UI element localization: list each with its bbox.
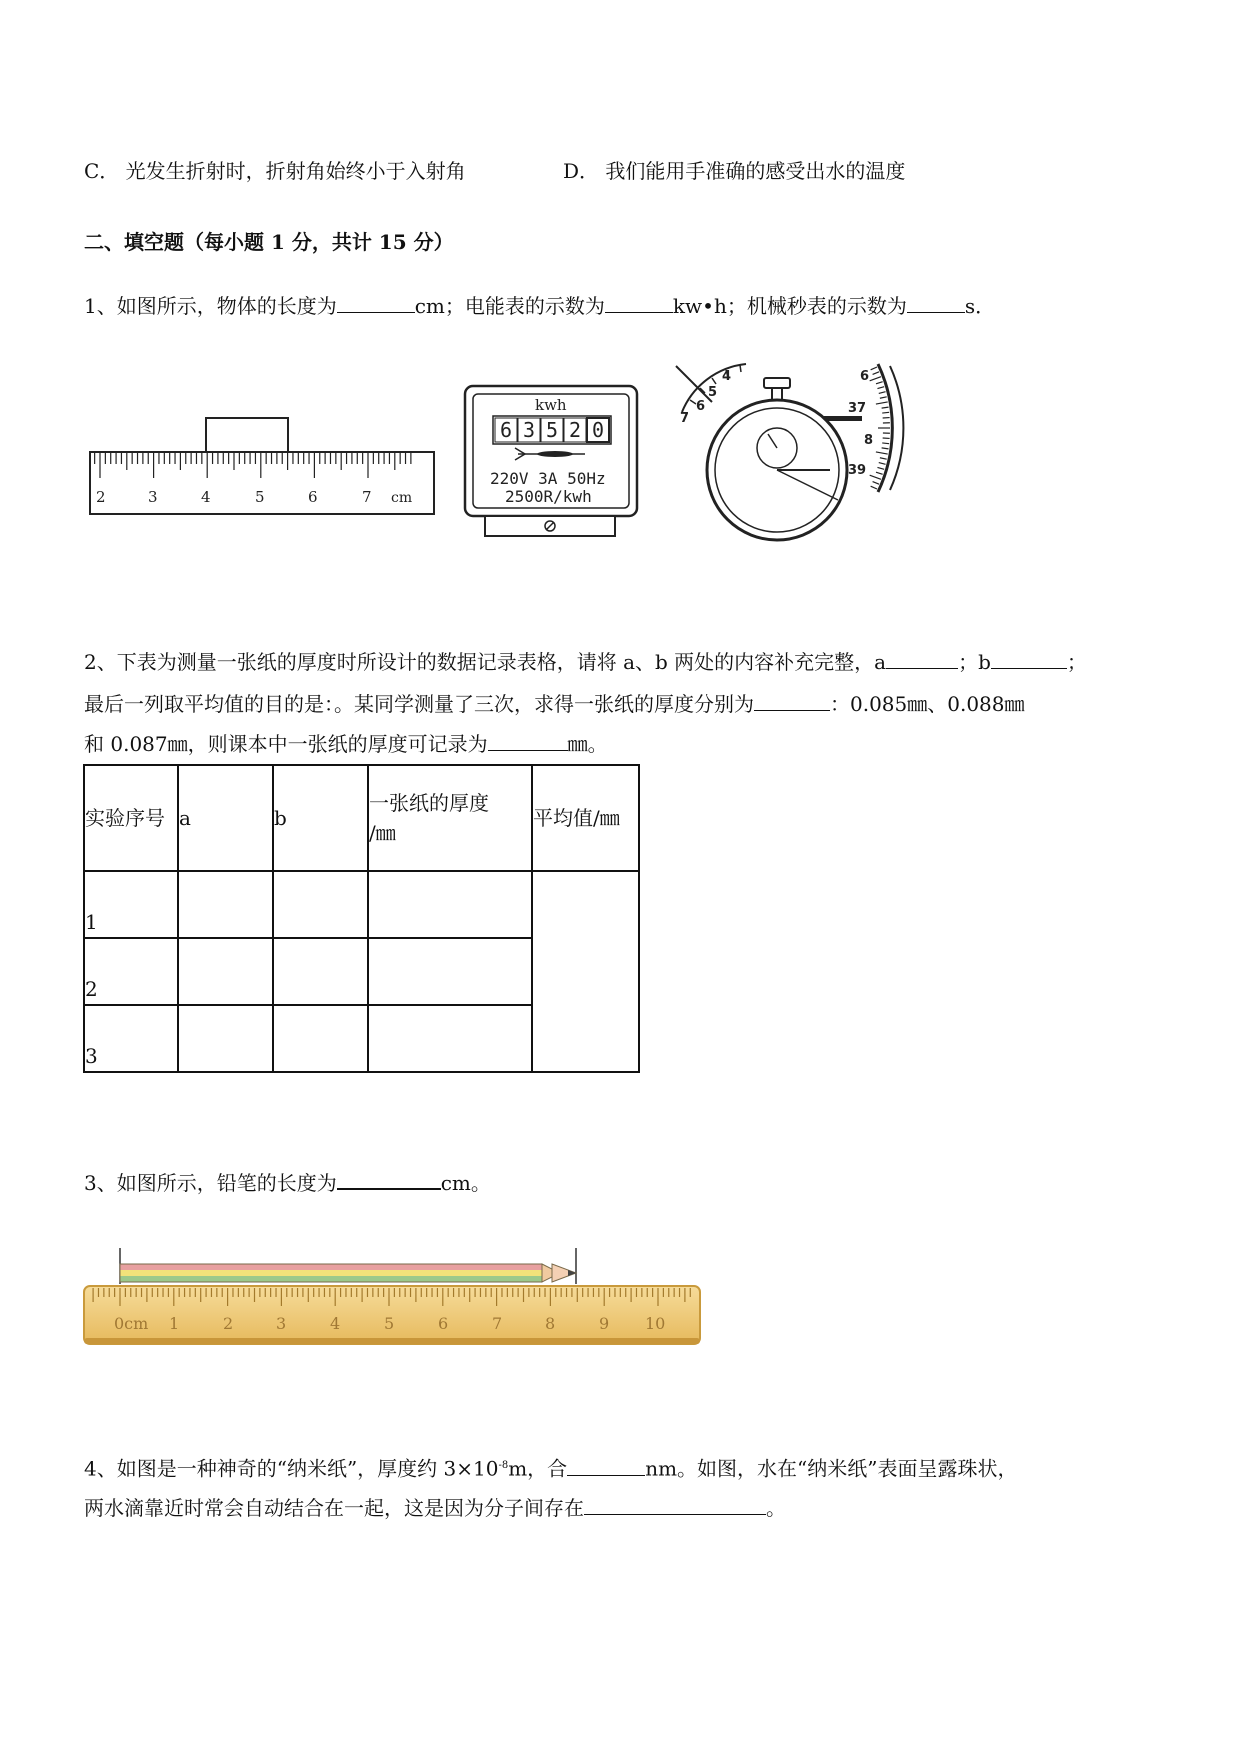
q4-text: nm。如图，水在“纳米纸”表面呈露珠状， xyxy=(645,1456,1018,1481)
stopwatch-tick xyxy=(873,482,879,485)
table-cell[interactable] xyxy=(178,871,273,938)
table-header-cell: 平均值/㎜ xyxy=(532,765,639,871)
table-header-cell: a xyxy=(178,765,273,871)
stopwatch-tick xyxy=(870,377,881,381)
ruler-tick-label: 2 xyxy=(96,488,106,506)
q4-exponent: -8 xyxy=(498,1460,509,1471)
stopwatch-inner-label: 7 xyxy=(680,411,690,426)
meter-digit: 0 xyxy=(592,418,605,442)
question-4-line-2 xyxy=(84,1494,786,1522)
ruler-tick-label: 10 xyxy=(645,1314,666,1333)
stopwatch-tick xyxy=(877,467,884,469)
q2-text: 2、下表为测量一张纸的厚度时所设计的数据记录表格，请将 a、b 两处的内容补充完整，a xyxy=(84,650,887,674)
stopwatch-tick xyxy=(876,472,883,474)
stopwatch-inner-label: 5 xyxy=(708,385,718,400)
question-2-line-2 xyxy=(84,690,1025,718)
ruler-unit-label: cm xyxy=(391,490,413,506)
q4-text: 4、如图是一种神奇的“纳米纸”，厚度约 3×10 xyxy=(84,1456,499,1481)
stopwatch-tick xyxy=(880,458,887,459)
question-3 xyxy=(84,1168,491,1197)
answer-blank[interactable] xyxy=(907,292,965,313)
q1-unit2: kw•h；机械秒表的示数为 xyxy=(672,294,907,318)
meter-digit: 2 xyxy=(569,418,582,442)
stopwatch-outer-label: 6 xyxy=(860,369,870,384)
ruler-tick-label: 4 xyxy=(201,488,211,506)
option-d: D． 我们能用手准确的感受出水的温度 xyxy=(563,159,906,183)
ruler-tick-label: 2 xyxy=(223,1314,234,1333)
meter-spec-1: 220V 3A 50Hz xyxy=(490,469,606,488)
stopwatch-tick xyxy=(882,407,889,408)
table-cell[interactable] xyxy=(273,1005,368,1072)
answer-blank[interactable] xyxy=(605,292,673,313)
table-header-cell xyxy=(368,765,532,871)
table-cell[interactable] xyxy=(273,938,368,1005)
meter-digit: 6 xyxy=(500,418,513,442)
stopwatch-tick xyxy=(882,443,889,444)
section-title: 二、填空题（每小题 1 分，共计 15 分） xyxy=(84,230,454,254)
table-header-cell: 实验序号 xyxy=(84,765,178,871)
q1-text: 1、如图所示，物体的长度为 xyxy=(84,294,337,318)
ruler-figure xyxy=(86,410,440,518)
option-c: C． 光发生折射时，折射角始终小于入射角 xyxy=(84,159,466,183)
table-cell[interactable] xyxy=(178,1005,273,1072)
answer-blank[interactable] xyxy=(584,1494,766,1515)
answer-blank[interactable] xyxy=(337,1168,441,1190)
question-1 xyxy=(84,292,995,320)
answer-blank[interactable] xyxy=(567,1455,645,1476)
table-row-label: 2 xyxy=(84,938,178,1005)
pencil-ruler-figure xyxy=(82,1236,704,1348)
meter-digit: 5 xyxy=(546,418,559,442)
ruler-tick-label: 1 xyxy=(169,1314,180,1333)
table-header-cell: b xyxy=(273,765,368,871)
data-record-table xyxy=(83,764,640,1073)
q2-text: 最后一列取平均值的目的是：。某同学测量了三次，求得一张纸的厚度分别为 xyxy=(84,692,754,716)
stopwatch-figure xyxy=(670,360,916,544)
stopwatch-tick xyxy=(880,397,887,398)
q2-text: ；b xyxy=(958,650,991,674)
header-line: 一张纸的厚度 xyxy=(369,791,489,815)
q3-unit: cm。 xyxy=(440,1171,491,1195)
ruler-tick-label: 4 xyxy=(330,1314,341,1333)
stopwatch-tick xyxy=(876,452,888,454)
stopwatch-tick xyxy=(876,382,883,384)
ruler-tick-label: 0cm xyxy=(114,1314,149,1333)
ruler-tick-label: 6 xyxy=(438,1314,449,1333)
table-row-label: 3 xyxy=(84,1005,178,1072)
stopwatch-inner-label: 4 xyxy=(722,369,732,384)
stopwatch-tick xyxy=(871,367,877,370)
q2-text: ㎜。 xyxy=(567,732,608,756)
q3-text: 3、如图所示，铅笔的长度为 xyxy=(84,1171,337,1195)
stopwatch-tick xyxy=(876,402,888,404)
meter-digit: 3 xyxy=(523,418,536,442)
table-cell-average[interactable] xyxy=(532,871,639,1072)
stopwatch-tick xyxy=(877,387,884,389)
ruler-tick-label: 3 xyxy=(276,1314,287,1333)
stopwatch-tick xyxy=(882,448,889,449)
q4-text: 。 xyxy=(766,1496,786,1520)
ruler-tick-label: 7 xyxy=(492,1314,503,1333)
question-2-line-1 xyxy=(84,648,1087,676)
table-cell[interactable] xyxy=(368,938,532,1005)
ruler-tick-label: 7 xyxy=(362,488,372,506)
ruler-tick-label: 9 xyxy=(599,1314,610,1333)
meter-spec-2: 2500R/kwh xyxy=(505,487,592,506)
question-2-line-3 xyxy=(84,730,608,758)
stopwatch-outer-label: 37 xyxy=(848,401,867,416)
q4-text: 两水滴靠近时常会自动结合在一起，这是因为分子间存在 xyxy=(84,1496,584,1520)
table-cell[interactable] xyxy=(368,1005,532,1072)
stopwatch-outer-label: 39 xyxy=(848,463,867,478)
q2-text: ； xyxy=(1066,650,1087,674)
ruler-tick-label: 3 xyxy=(148,488,158,506)
table-cell[interactable] xyxy=(273,871,368,938)
ruler-tick-label: 8 xyxy=(545,1314,556,1333)
stopwatch-inner-label: 6 xyxy=(696,399,706,414)
q2-text: 和 0.087㎜，则课本中一张纸的厚度可记录为 xyxy=(84,732,488,756)
ruler-tick-label: 5 xyxy=(255,488,265,506)
answer-blank[interactable] xyxy=(991,648,1067,669)
q2-text: ：0.085㎜、0.088㎜ xyxy=(830,692,1025,716)
q1-unit1: cm；电能表的示数为 xyxy=(414,294,605,318)
stopwatch-tick xyxy=(882,412,889,413)
header-line: /㎜ xyxy=(369,821,396,845)
energy-meter-figure xyxy=(463,384,643,540)
ruler-tick-label: 6 xyxy=(308,488,318,506)
stopwatch-tick xyxy=(870,475,881,479)
table-cell[interactable] xyxy=(368,871,532,938)
stopwatch-tick xyxy=(879,463,886,465)
question-4-line-1 xyxy=(84,1452,1017,1483)
stopwatch-outer-label: 8 xyxy=(864,433,874,448)
answer-blank[interactable] xyxy=(337,292,415,313)
meter-header: kwh xyxy=(535,396,567,414)
table-row-label: 1 xyxy=(84,871,178,938)
answer-blank[interactable] xyxy=(488,730,568,751)
stopwatch-tick xyxy=(871,486,877,489)
stopwatch-tick xyxy=(873,372,879,375)
stopwatch-tick xyxy=(879,392,886,394)
ruler-tick-label: 5 xyxy=(384,1314,395,1333)
answer-blank[interactable] xyxy=(886,648,958,669)
q4-text: m，合 xyxy=(508,1456,568,1481)
q1-unit3: s． xyxy=(964,294,996,318)
answer-blank[interactable] xyxy=(754,690,830,711)
table-cell[interactable] xyxy=(178,938,273,1005)
